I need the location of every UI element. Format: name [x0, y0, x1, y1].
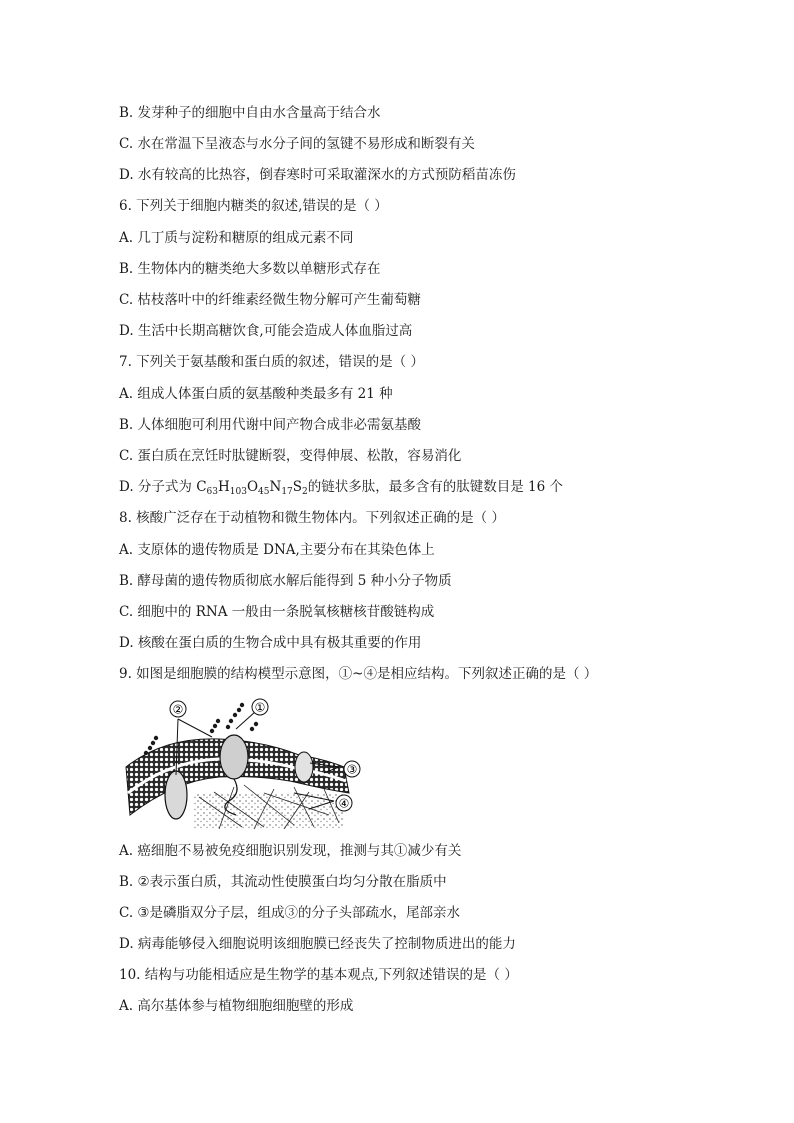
- q6-stem: 6. 下列关于细胞内糖类的叙述,错误的是（ ）: [119, 198, 388, 214]
- q9-option-c: C. ③是磷脂双分子层，组成③的分子头部疏水，尾部亲水: [119, 905, 461, 921]
- elem-n: N: [269, 479, 282, 495]
- elem-o: O: [246, 479, 259, 495]
- q6-option-a: A. 几丁质与淀粉和糖原的组成元素不同: [119, 230, 354, 246]
- label-1: ①: [254, 700, 266, 715]
- q8-stem: 8. 核酸广泛存在于动植物和微生物体内。下列叙述正确的是（ ）: [119, 510, 505, 526]
- q7-stem: 7. 下列关于氨基酸和蛋白质的叙述，错误的是（ ）: [119, 354, 424, 370]
- q9-stem: 9. 如图是细胞膜的结构模型示意图，①~④是相应结构。下列叙述正确的是（ ）: [119, 666, 598, 682]
- q6-option-d: D. 生活中长期高糖饮食,可能会造成人体血脂过高: [119, 323, 413, 339]
- q6-option-b: B. 生物体内的糖类绝大多数以单糖形式存在: [119, 261, 381, 277]
- sub-n: 17: [281, 487, 293, 497]
- q8-option-a: A. 支原体的遗传物质是 DNA,主要分布在其染色体上: [119, 542, 435, 558]
- q7-option-b: B. 人体细胞可利用代谢中间产物合成非必需氨基酸: [119, 417, 422, 433]
- q5-option-b: B. 发芽种子的细胞中自由水含量高于结合水: [119, 105, 381, 121]
- q7-option-c: C. 蛋白质在烹饪时肽键断裂，变得伸展、松散，容易消化: [119, 448, 462, 464]
- q5-option-c: C. 水在常温下呈液态与水分子间的氢键不易形成和断裂有关: [119, 136, 475, 152]
- q9-option-a: A. 癌细胞不易被免疫细胞识别发现，推测与其①减少有关: [119, 843, 462, 859]
- label-3: ③: [346, 762, 358, 777]
- cell-membrane-diagram: [124, 697, 364, 831]
- q9-option-b: B. ②表示蛋白质，其流动性使膜蛋白均匀分散在脂质中: [119, 874, 447, 890]
- q7-option-d: [119, 478, 563, 501]
- sub-c: 63: [206, 487, 218, 497]
- elem-h: H: [218, 479, 230, 495]
- q8-option-d: D. 核酸在蛋白质的生物合成中具有极其重要的作用: [119, 635, 422, 651]
- q10-option-a: A. 高尔基体参与植物细胞细胞壁的形成: [119, 998, 354, 1014]
- q10-stem: 10. 结构与功能相适应是生物学的基本观点,下列叙述错误的是（ ）: [119, 967, 518, 983]
- sub-o: 45: [258, 487, 270, 497]
- q5-option-d: D. 水有较高的比热容，倒春寒时可采取灌深水的方式预防稻苗冻伤: [119, 167, 516, 183]
- protein-center: [220, 735, 248, 779]
- q8-option-c: C. 细胞中的 RNA 一般由一条脱氧核糖核苷酸链构成: [119, 604, 435, 620]
- label-2: ②: [172, 702, 184, 717]
- formula-prefix: D. 分子式为 C: [119, 479, 207, 495]
- protein-left: [165, 771, 187, 819]
- q6-option-c: C. 枯枝落叶中的纤维素经微生物分解可产生葡萄糖: [119, 292, 421, 308]
- protein-right: [295, 752, 313, 782]
- q7-option-a: A. 组成人体蛋白质的氨基酸种类最多有 21 种: [119, 386, 393, 402]
- elem-s: S: [292, 479, 303, 495]
- formula-suffix: 的链状多肽，最多含有的肽键数目是 16 个: [307, 479, 564, 495]
- q9-option-d: D. 病毒能够侵入细胞说明该细胞膜已经丧失了控制物质进出的能力: [119, 936, 516, 952]
- q8-option-b: B. 酵母菌的遗传物质彻底水解后能得到 5 种小分子物质: [119, 573, 452, 589]
- sub-s: 2: [302, 487, 308, 497]
- label-4: ④: [338, 796, 350, 811]
- sub-h: 103: [229, 487, 247, 497]
